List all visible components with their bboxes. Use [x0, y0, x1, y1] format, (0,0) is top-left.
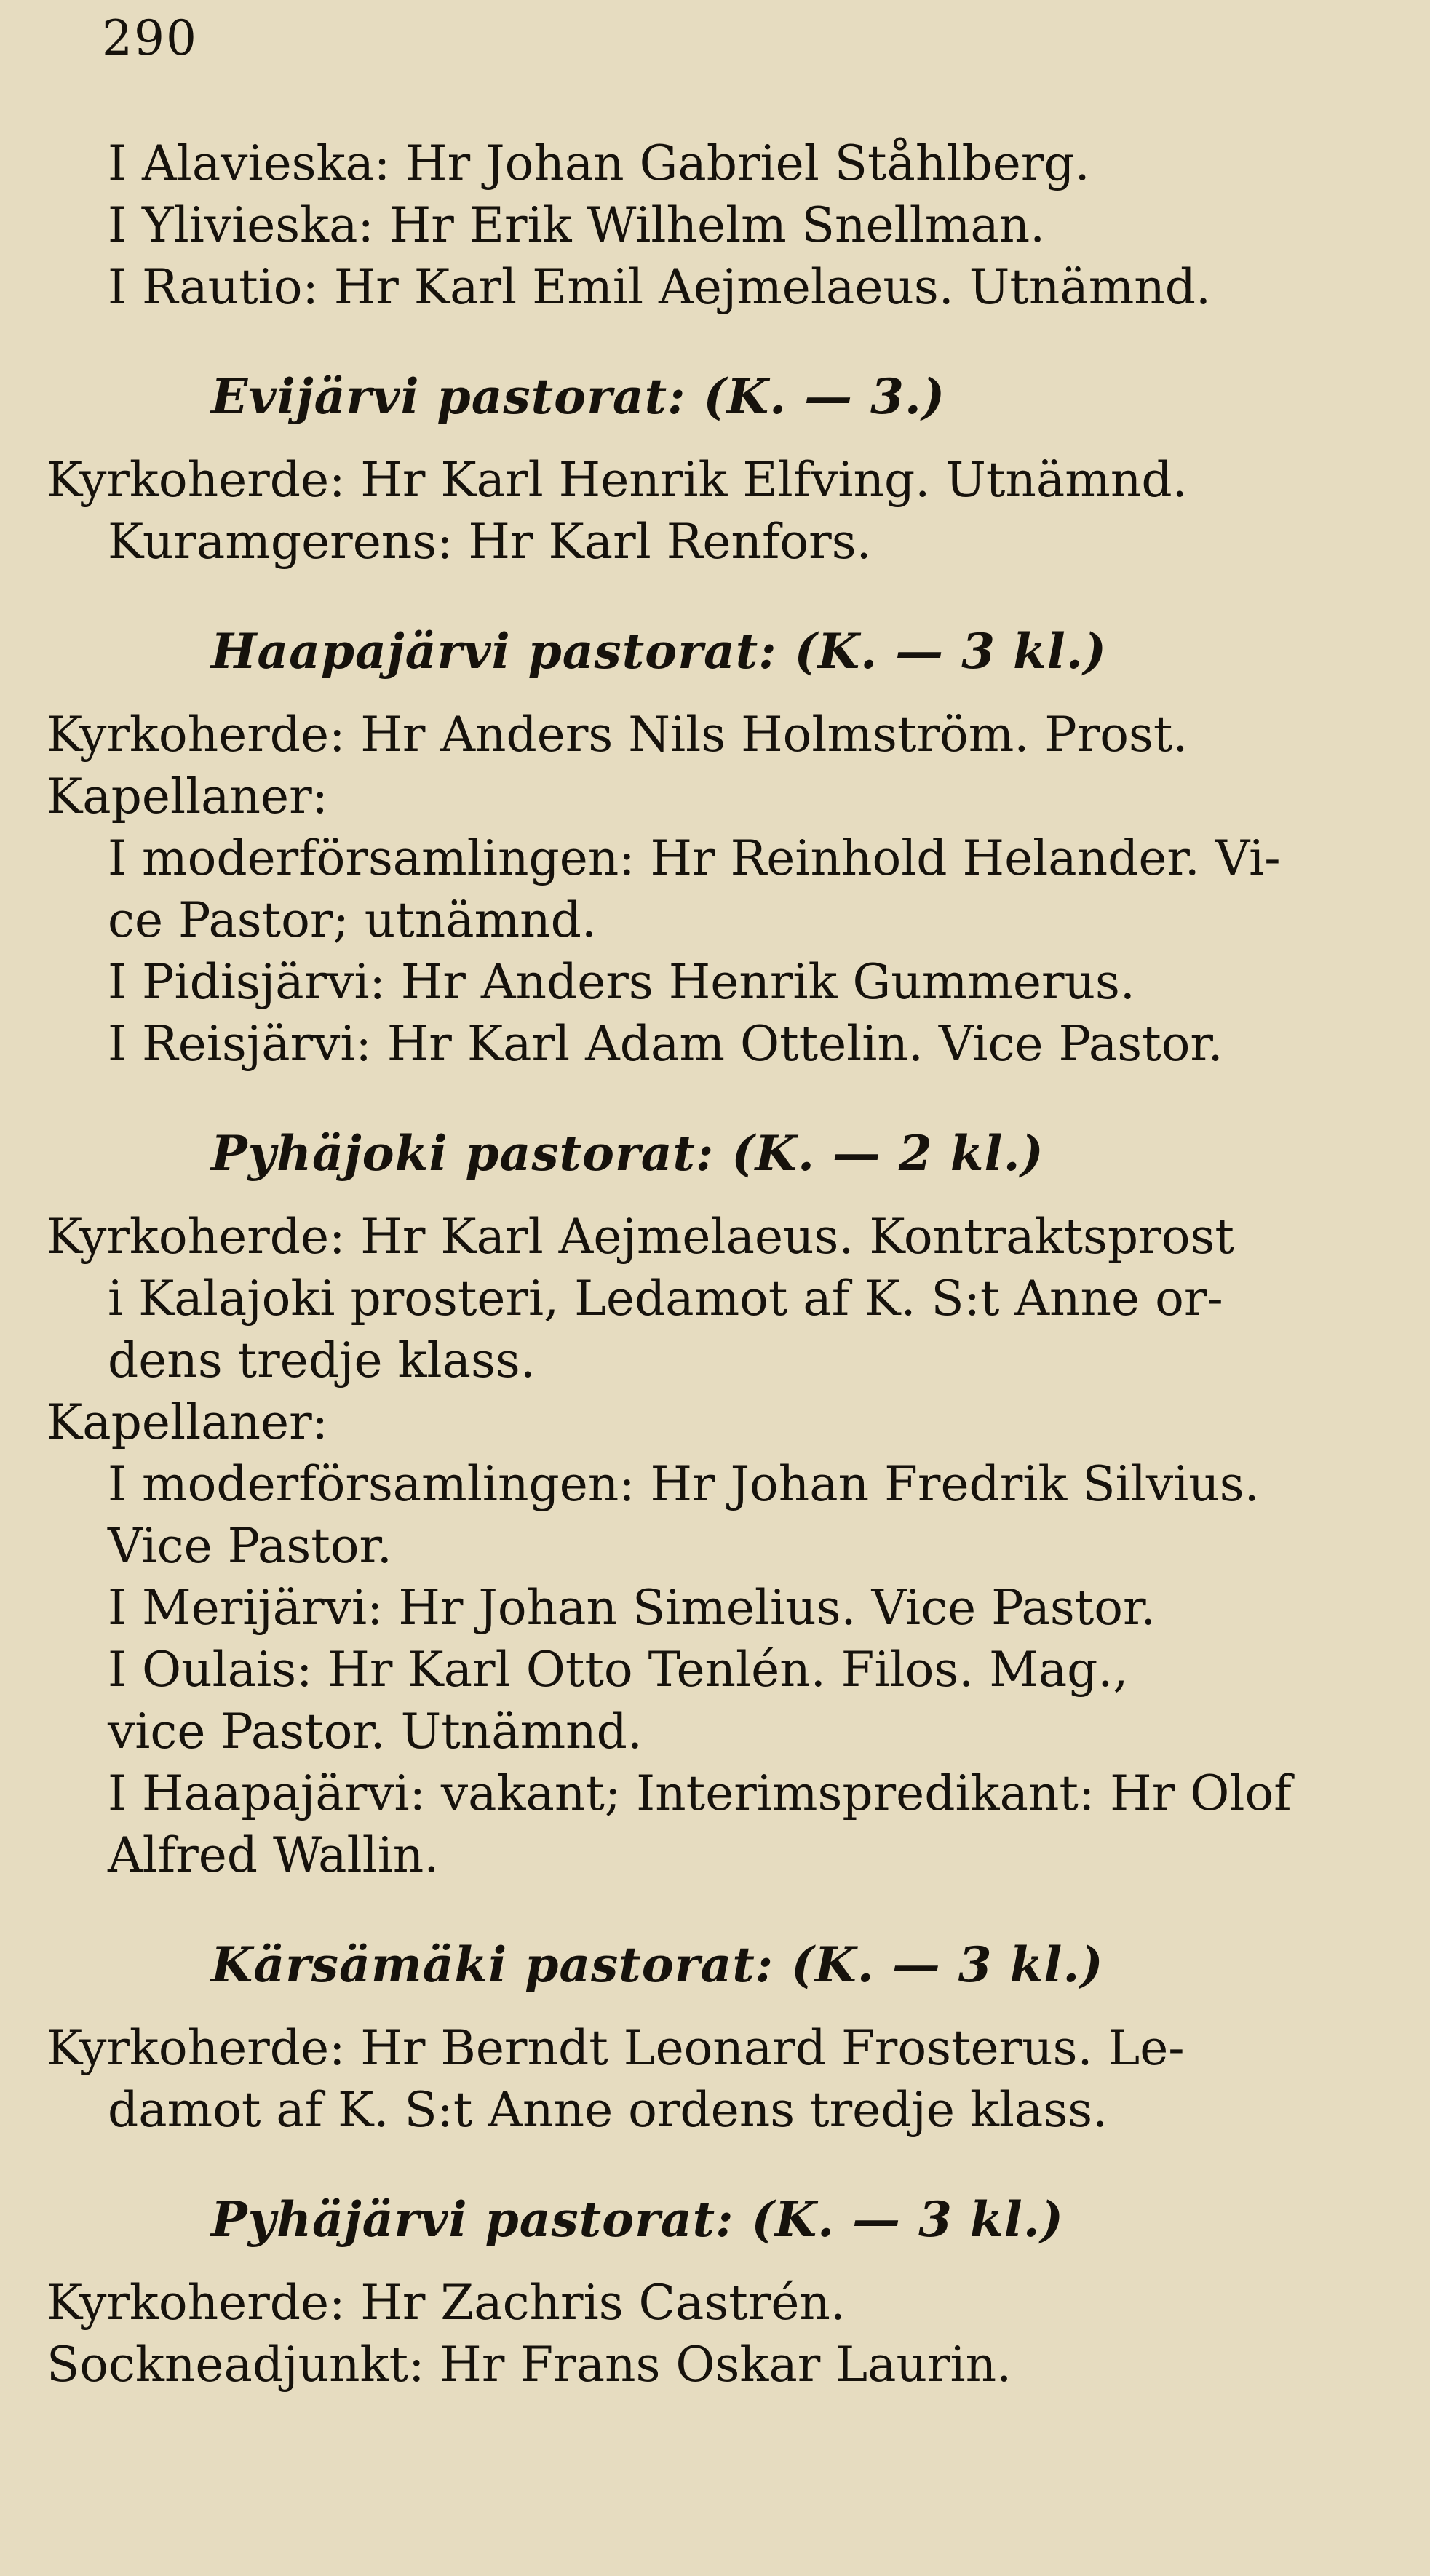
- text-line: I Alavieska: Hr Johan Gabriel Ståhlberg.: [108, 135, 1090, 191]
- text-line: I Rautio: Hr Karl Emil Aejmelaeus. Utnämnd.: [108, 259, 1212, 315]
- section-heading: Pyhäjoki pastorat: (K. — 2 kl.): [211, 1125, 1044, 1182]
- text-line: Kapellaner:: [47, 1394, 328, 1450]
- text-line: Kyrkoherde: Hr Karl Aejmelaeus. Kontraktsprost: [47, 1209, 1234, 1265]
- section-heading: Evijärvi pastorat: (K. — 3.): [211, 368, 946, 425]
- text-line: I Pidisjärvi: Hr Anders Henrik Gummerus.: [108, 954, 1135, 1010]
- page-number: 290: [102, 10, 198, 66]
- text-line: dens tredje klass.: [108, 1332, 536, 1388]
- text-line: Alfred Wallin.: [108, 1827, 440, 1883]
- text-line: vice Pastor. Utnämnd.: [108, 1704, 643, 1760]
- section-heading: Pyhäjärvi pastorat: (K. — 3 kl.): [211, 2191, 1064, 2248]
- text-line: I Ylivieska: Hr Erik Wilhelm Snellman.: [108, 197, 1046, 253]
- text-line: I Merijärvi: Hr Johan Simelius. Vice Pastor.: [108, 1580, 1156, 1636]
- text-line: Kyrkoherde: Hr Berndt Leonard Frosterus. Le-: [47, 2020, 1185, 2076]
- text-line: Kyrkoherde: Hr Zachris Castrén.: [47, 2275, 846, 2331]
- text-line: Vice Pastor.: [108, 1518, 392, 1574]
- text-line: I Haapajärvi: vakant; Interimspredikant: Hr Olof: [108, 1765, 1292, 1821]
- text-line: I moderförsamlingen: Hr Reinhold Helander. Vi-: [108, 830, 1281, 886]
- text-line: I Reisjärvi: Hr Karl Adam Ottelin. Vice Pastor.: [108, 1016, 1223, 1072]
- text-line: damot af K. S:t Anne ordens tredje klass.: [108, 2082, 1108, 2138]
- text-line: Kuramgerens: Hr Karl Renfors.: [108, 514, 872, 570]
- text-line: Kyrkoherde: Hr Karl Henrik Elfving. Utnämnd.: [47, 452, 1188, 508]
- text-line: ce Pastor; utnämnd.: [108, 892, 597, 948]
- text-line: I moderförsamlingen: Hr Johan Fredrik Silvius.: [108, 1456, 1260, 1512]
- text-line: Kapellaner:: [47, 768, 328, 824]
- text-line: Kyrkoherde: Hr Anders Nils Holmström. Prost.: [47, 707, 1188, 763]
- text-line: i Kalajoki prosteri, Ledamot af K. S:t Anne or-: [108, 1271, 1223, 1327]
- text-line: Sockneadjunkt: Hr Frans Oskar Laurin.: [47, 2337, 1012, 2393]
- section-heading: Haapajärvi pastorat: (K. — 3 kl.): [211, 623, 1107, 680]
- text-line: I Oulais: Hr Karl Otto Tenlén. Filos. Mag.,: [108, 1642, 1129, 1698]
- section-heading: Kärsämäki pastorat: (K. — 3 kl.): [211, 1936, 1104, 1993]
